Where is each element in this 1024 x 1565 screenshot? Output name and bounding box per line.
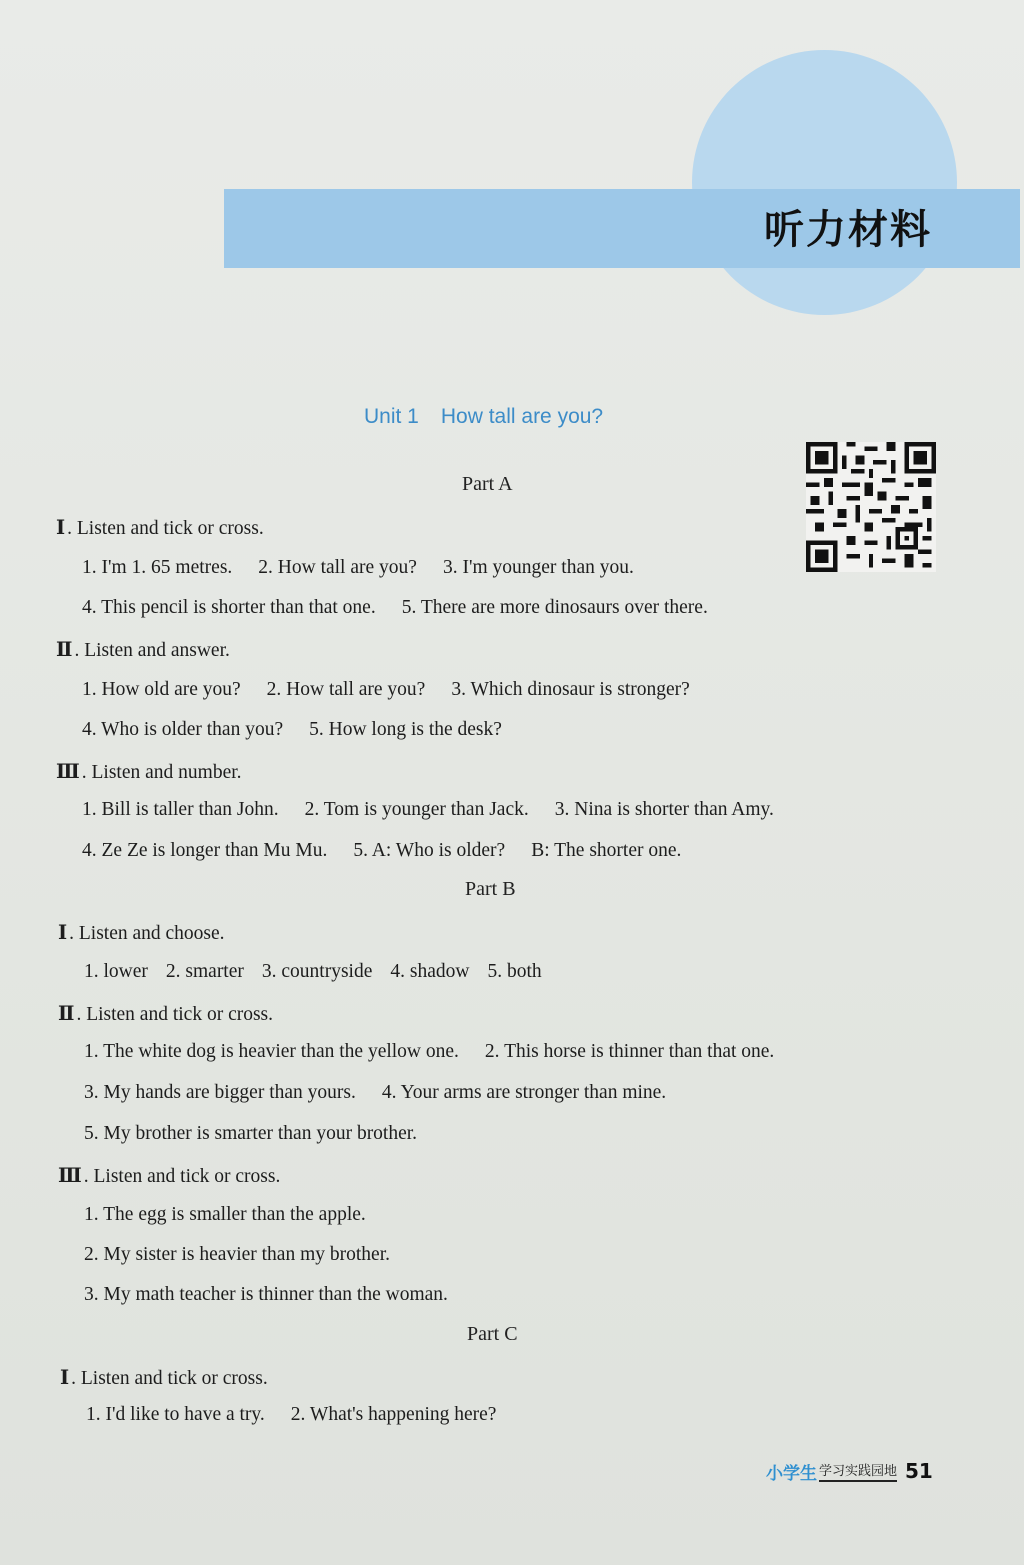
list-item: 1. I'd like to have a try. 2. What's happening here? bbox=[86, 1404, 497, 1425]
unit-title: How tall are you? bbox=[440, 405, 604, 428]
qr-code-icon[interactable] bbox=[806, 442, 936, 572]
part-b-section-3-heading: Ⅲ . Listen and tick or cross. bbox=[58, 1166, 281, 1187]
list-item: 2. My sister is heavier than my brother. bbox=[84, 1244, 390, 1265]
list-item: 5. My brother is smarter than your brother. bbox=[84, 1123, 418, 1144]
part-a-section-3-heading: Ⅲ . Listen and number. bbox=[56, 762, 242, 783]
unit-heading bbox=[364, 405, 603, 429]
part-a-section-2-heading: Ⅱ . Listen and answer. bbox=[56, 640, 230, 661]
footer-brand: 小学生 bbox=[766, 1463, 817, 1484]
part-b-section-1-heading: Ⅰ . Listen and choose. bbox=[58, 923, 225, 944]
page-footer bbox=[766, 1458, 933, 1484]
list-item: 1. How old are you? 2. How tall are you? 3. Which dinosaur is stronger? bbox=[82, 679, 690, 700]
part-a-title: Part A bbox=[462, 473, 513, 495]
part-a-section-1-heading: Ⅰ . Listen and tick or cross. bbox=[56, 518, 264, 539]
list-item: 3. My math teacher is thinner than the woman. bbox=[84, 1284, 448, 1305]
footer-brand-subtitle: 学习实践园地 bbox=[819, 1460, 897, 1482]
page-number: 51 bbox=[905, 1459, 933, 1483]
list-item: 1. lower 2. smarter 3. countryside 4. shadow 5. both bbox=[84, 961, 542, 982]
unit-number: Unit 1 bbox=[364, 405, 419, 428]
list-item: 4. Ze Ze is longer than Mu Mu. 5. A: Who is older? B: The shorter one. bbox=[82, 840, 682, 861]
list-item: 1. The egg is smaller than the apple. bbox=[84, 1204, 366, 1225]
list-item: 3. My hands are bigger than yours. 4. Your arms are stronger than mine. bbox=[84, 1082, 667, 1103]
part-c-section-1-heading: Ⅰ . Listen and tick or cross. bbox=[60, 1368, 268, 1389]
part-c-title: Part C bbox=[467, 1323, 518, 1345]
list-item: 1. The white dog is heavier than the yellow one. 2. This horse is thinner than that one. bbox=[84, 1041, 775, 1062]
part-b-section-2-heading: Ⅱ . Listen and tick or cross. bbox=[58, 1004, 274, 1025]
list-item: 4. This pencil is shorter than that one. 5. There are more dinosaurs over there. bbox=[82, 597, 708, 618]
page-title: 听力材料 bbox=[764, 207, 932, 253]
part-b-title: Part B bbox=[465, 878, 516, 900]
header-circle-decoration bbox=[692, 50, 957, 315]
list-item: 1. I'm 1. 65 metres. 2. How tall are you? 3. I'm younger than you. bbox=[82, 557, 634, 578]
list-item: 4. Who is older than you? 5. How long is the desk? bbox=[82, 719, 502, 740]
list-item: 1. Bill is taller than John. 2. Tom is younger than Jack. 3. Nina is shorter than Amy. bbox=[82, 799, 774, 820]
